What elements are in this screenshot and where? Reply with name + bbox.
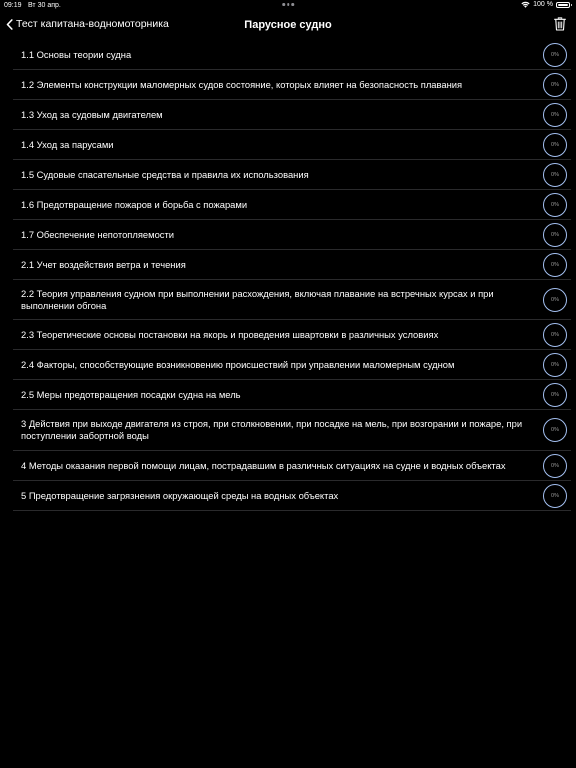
- topic-label: 4 Методы оказания первой помощи лицам, пострадавшим в различных ситуациях на судне и водных объектах: [21, 459, 506, 471]
- topic-label: 3 Действия при выходе двигателя из строя, при столкновении, при посадке на мель, при возгорании и пожаре, при поступлении забортной воды: [21, 418, 523, 441]
- chevron-left-icon: [6, 19, 13, 30]
- trash-icon: [554, 17, 566, 31]
- battery-icon: [556, 2, 570, 8]
- status-bar: [0, 0, 576, 12]
- list-item[interactable]: [13, 220, 571, 250]
- progress-ring: 0%: [543, 163, 567, 187]
- status-date: Вт 30 апр.: [28, 2, 61, 9]
- topic-label: 1.7 Обеспечение непотопляемости: [21, 228, 174, 240]
- list-item[interactable]: [13, 130, 571, 160]
- progress-ring: 0%: [543, 253, 567, 277]
- progress-ring: 0%: [543, 193, 567, 217]
- list-item[interactable]: [13, 350, 571, 380]
- topic-label: 1.5 Судовые спасательные средства и правила их использования: [21, 168, 309, 180]
- multitasking-dots-icon[interactable]: [282, 3, 294, 6]
- topic-label: 2.3 Теоретические основы постановки на якорь и проведения швартовки в различных условиях: [21, 328, 439, 340]
- progress-ring: 0%: [543, 353, 567, 377]
- progress-ring: 0%: [543, 323, 567, 347]
- list-item[interactable]: [13, 410, 571, 451]
- progress-ring: 0%: [543, 454, 567, 478]
- status-time: 09:19: [4, 2, 22, 9]
- topic-label: 1.3 Уход за судовым двигателем: [21, 108, 163, 120]
- topic-label: 2.4 Факторы, способствующие возникновению происшествий при управлении маломерным судном: [21, 358, 455, 370]
- list-item[interactable]: [13, 481, 571, 511]
- list-item[interactable]: [13, 70, 571, 100]
- back-button-label: Тест капитана-водномоторника: [16, 18, 169, 30]
- list-item[interactable]: [13, 380, 571, 410]
- topic-label: 1.4 Уход за парусами: [21, 138, 114, 150]
- progress-ring: 0%: [543, 418, 567, 442]
- progress-ring: 0%: [543, 288, 567, 312]
- list-item[interactable]: [13, 40, 571, 70]
- progress-ring: 0%: [543, 484, 567, 508]
- topics-list: [13, 40, 571, 511]
- list-item[interactable]: [13, 280, 571, 320]
- back-button[interactable]: [6, 18, 169, 30]
- list-item[interactable]: [13, 320, 571, 350]
- progress-ring: 0%: [543, 43, 567, 67]
- list-item[interactable]: [13, 160, 571, 190]
- topic-label: 2.2 Теория управления судном при выполнении расхождения, включая плавание на встречных курсах и при выполнении обгона: [21, 287, 494, 311]
- topic-label: 2.5 Меры предотвращения посадки судна на мель: [21, 388, 241, 400]
- progress-ring: 0%: [543, 223, 567, 247]
- page-title: Парусное судно: [244, 19, 332, 31]
- topic-label: 1.6 Предотвращение пожаров и борьба с пожарами: [21, 198, 248, 210]
- topic-label: 1.2 Элементы конструкции маломерных судов состояние, которых влияет на безопасность плавания: [21, 78, 463, 90]
- topic-label: 2.1 Учет воздействия ветра и течения: [21, 258, 186, 270]
- wifi-icon: [521, 1, 530, 8]
- list-item[interactable]: [13, 100, 571, 130]
- status-right: [521, 1, 570, 8]
- progress-ring: 0%: [543, 73, 567, 97]
- progress-ring: 0%: [543, 133, 567, 157]
- list-item[interactable]: [13, 451, 571, 481]
- nav-bar: [0, 12, 576, 40]
- battery-percent: 100 %: [533, 1, 553, 8]
- list-item[interactable]: [13, 190, 571, 220]
- progress-ring: 0%: [543, 383, 567, 407]
- topic-label: 5 Предотвращение загрязнения окружающей среды на водных объектах: [21, 489, 339, 501]
- topic-label: 1.1 Основы теории судна: [21, 48, 132, 60]
- trash-button[interactable]: [554, 17, 566, 36]
- list-item[interactable]: [13, 250, 571, 280]
- progress-ring: 0%: [543, 103, 567, 127]
